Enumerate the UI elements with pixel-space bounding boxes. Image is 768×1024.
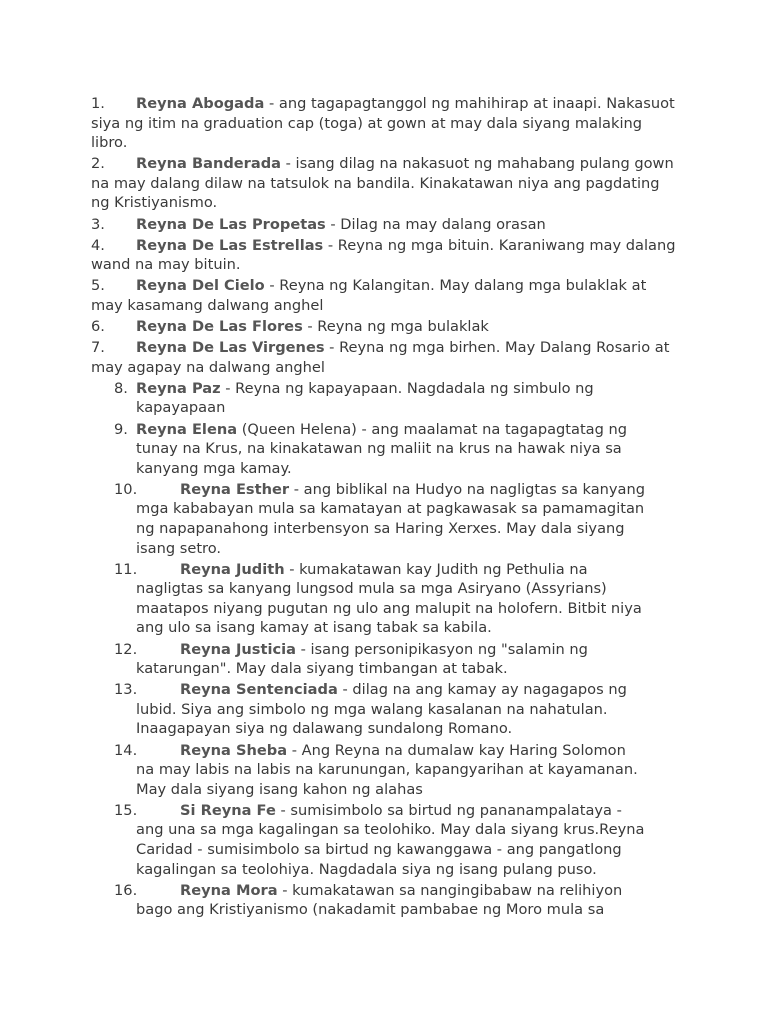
list-item [0,94,681,153]
item-number: 14. [114,741,138,759]
item-text: - kumakatawan kay Judith ng Pethulia na nagligtas sa kanyang lungsod mula sa mga Asiryano (Assyrians) maatapos niyang pugutan ng ulo ang malupit na holofern. Bitbit niya ang ulo sa isang kamay at isang tabak sa kabila. [136,560,642,637]
item-text: - Dilag na may dalang orasan [325,215,546,233]
item-text: - Reyna ng Kalangitan. May dalang mga bulaklak at may kasamang dalwang anghel [91,277,647,314]
item-name: Reyna De Las Virgenes [136,339,325,357]
list-item [0,741,646,800]
item-number: 12. [114,640,138,658]
item-text: - isang dilag na nakasuot ng mahabang pulang gown na may dalang dilaw na tatsulok na bandila. Kinakatawan niya ang pagdating ng Kristiyanismo. [91,155,674,212]
item-number: 11. [114,560,138,578]
item-number: 4. [91,236,105,254]
item-name: Reyna Esther [180,480,290,498]
list-item [0,276,681,315]
item-number: 9. [114,420,128,438]
list-item [0,480,646,558]
item-name: Reyna Elena [136,420,238,438]
item-number: 2. [91,155,105,173]
item-number: 8. [114,379,128,397]
list-item [0,236,681,275]
list-item [0,801,646,879]
list-item [0,420,646,479]
item-name: Reyna Justicia [180,640,296,658]
item-text: - Reyna ng mga bulaklak [302,318,489,336]
item-text: - Reyna ng kapayapaan. Nagdadala ng simbulo ng kapayapaan [136,379,594,417]
item-text: - kumakatawan sa nangingibabaw na relihiyon bago ang Kristiyanismo (nakadamit pambabae ng Moro mula sa [136,881,623,919]
list-item [0,640,646,679]
item-name: Reyna Sheba [180,741,288,759]
document-body [0,94,768,921]
item-number: 10. [114,480,138,498]
item-number: 13. [114,681,138,699]
item-number: 5. [91,277,105,295]
item-name: Reyna De Las Propetas [136,215,326,233]
item-text: - Reyna ng mga birhen. May Dalang Rosario at may agapay na dalwang anghel [91,339,670,376]
item-number: 3. [91,215,105,233]
list-item [0,680,646,739]
item-name: Reyna Judith [180,560,285,578]
item-number: 1. [91,95,105,112]
list-item [0,881,646,920]
list-item [0,215,681,235]
item-text: - ang tagapagtanggol ng mahihirap at inaapi. Nakasuot siya ng itim na graduation cap (toga) at gown at may dala siyang malaking libro. [91,95,675,152]
item-name: Reyna Paz [136,379,221,397]
item-name: Si Reyna Fe [180,801,276,819]
item-number: 7. [91,339,105,357]
item-number: 16. [114,881,138,899]
item-name: Reyna Banderada [136,155,282,173]
item-name: Reyna Mora [180,881,278,899]
item-text: - isang personipikasyon ng "salamin ng katarungan". May dala siyang timbangan at tabak. [136,640,588,678]
item-text: - dilag na ang kamay ay nagagapos ng lubid. Siya ang simbolo ng mga walang kasalanan na nahatulan. Inaagapayan siya ng dalawang sundalong Romano. [136,681,627,738]
item-name: Reyna Del Cielo [136,277,265,295]
item-name: Reyna Sentenciada [180,681,338,699]
item-number: 6. [91,318,105,336]
item-text: - Reyna ng mga bituin. Karaniwang may dalang wand na may bituin. [91,236,676,274]
item-name: Reyna De Las Estrellas [136,236,324,254]
item-text: - sumisimbolo sa birtud ng pananampalataya - ang una sa mga kagalingan sa teolohiko. May dala siyang krus.Reyna Caridad - sumisimbolo sa birtud ng kawanggawa - ang pangatlong kagalingan sa teolohiya. Nagdadala siya ng isang pulang puso. [136,801,645,878]
item-name: Reyna De Las Flores [136,318,303,336]
list-item [0,317,681,337]
list-item [0,560,646,638]
item-name: Reyna Abogada [136,95,265,112]
list-item [0,154,681,213]
list-item [0,338,681,377]
list-item [0,379,646,418]
item-text: - Ang Reyna na dumalaw kay Haring Solomon na may labis na labis na karunungan, kapangyarihan at kayamanan. May dala siyang isang kahon ng alahas [136,741,638,798]
item-number: 15. [114,801,138,819]
item-text: - ang biblikal na Hudyo na nagligtas sa kanyang mga kababayan mula sa kamatayan at pagkawasak sa pamamagitan ng napapanahong interbensyon sa Haring Xerxes. May dala siyang isang setro. [136,480,646,557]
item-text: (Queen Helena) - ang maalamat na tagapagtatag ng tunay na Krus, na kinakatawan ng maliit na krus na hawak niya sa kanyang mga kamay. [136,420,628,477]
